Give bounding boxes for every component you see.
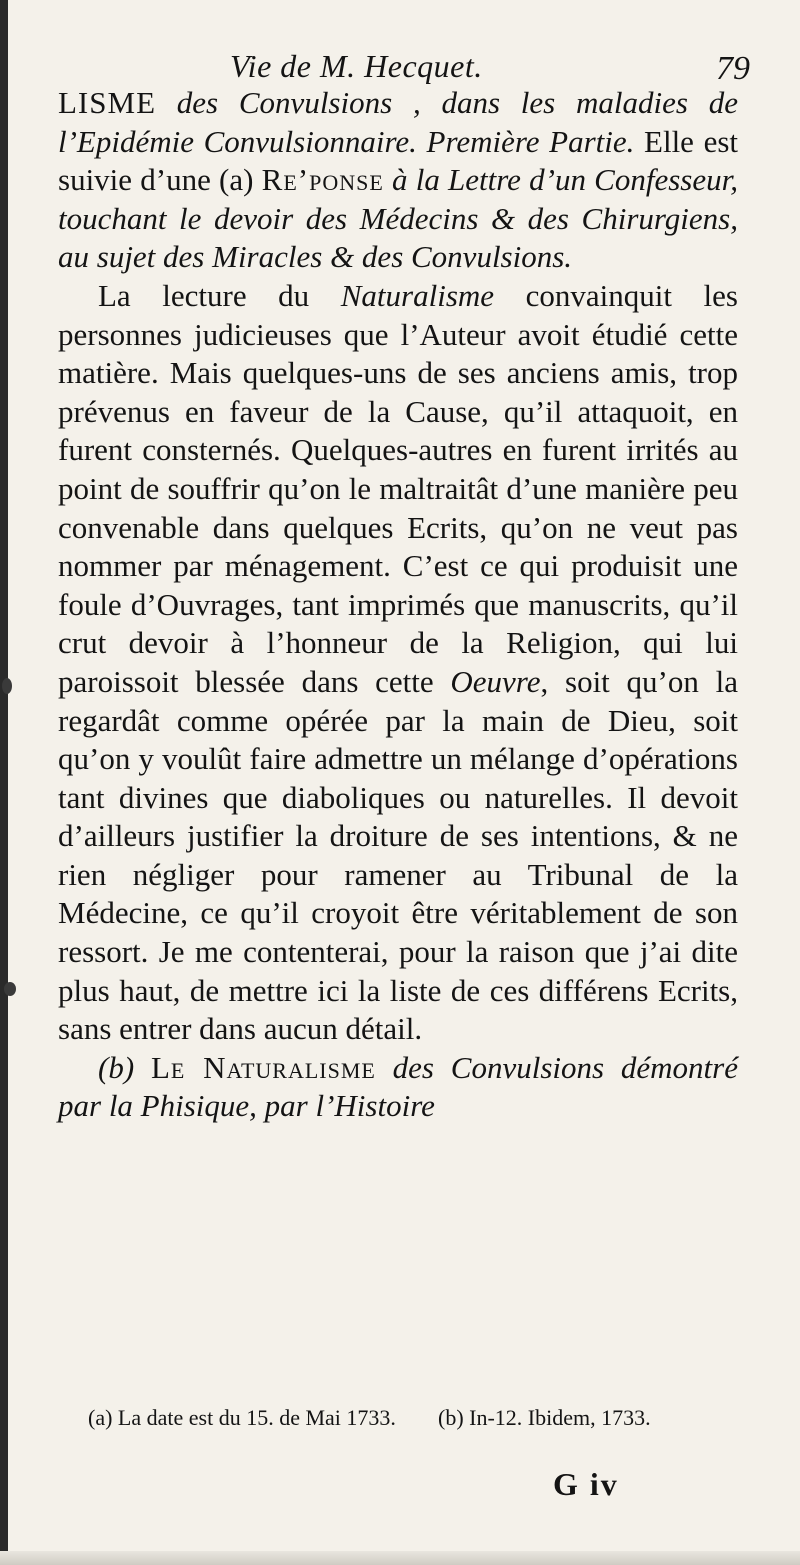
text-run: La lecture du <box>98 277 341 313</box>
scan-bottom-edge <box>0 1551 800 1565</box>
text-run: Re’ponse <box>261 162 384 198</box>
footnotes <box>60 1404 750 1464</box>
text-run: des Convulsions démontré par la Phisique, par l’Histoire <box>58 1049 738 1124</box>
footnote-a: (a) La date est du 15. de Mai 1733. <box>88 1405 396 1430</box>
text-run: LISME <box>58 85 156 120</box>
text-run: convainquit les personnes judicieuses que l’Auteur avoit étudié cette matière. Mais quelques-uns de ses anciens amis, trop prévenus en faveur de la Cause, qu’il attaquoit, en furent consternés. Quelques-autres en furent irrités au point de souffrir qu’on le maltraitât d’une manière peu convenable dans quelques Ecrits, qu’on ne veut pas nommer par ménagement. C’est ce qui produisit une foule d’Ouvrages, tant imprimés que manuscrits, qu’il crut devoir à l’honneur de la Religion, qui lui paroissoit blessée dans cette <box>58 277 738 699</box>
text-run: Oeuvre <box>450 663 541 699</box>
scan-edge-shadow <box>0 0 8 1565</box>
running-head: Vie de M. Hecquet. <box>230 48 483 84</box>
page-number: 79 <box>716 50 750 87</box>
text-run: (b) <box>98 1049 151 1085</box>
text-run: Le Naturalisme <box>150 1049 376 1085</box>
paragraph-list-entry <box>58 1049 738 1126</box>
body-text <box>58 84 738 1126</box>
paragraph-naturalisme <box>58 277 738 1049</box>
paragraph-continuation <box>58 84 738 277</box>
signature-mark: G iv <box>553 1466 619 1502</box>
scan-speck <box>4 982 16 996</box>
scan-speck <box>2 678 12 694</box>
footnote-b: (b) In-12. Ibidem, 1733. <box>438 1405 651 1430</box>
text-run: Naturalisme <box>340 277 495 313</box>
text-run: Elle est suivie d’une (a) <box>58 123 739 198</box>
text-run: à la Lettre d’un Confesseur, touchant le devoir des Médecins & des Chirurgiens, au sujet des Miracles & des Convulsions. <box>58 162 738 275</box>
text-run: des Convulsions , dans les maladies de l’Epidémie Convulsionnaire. Première Partie. <box>58 85 738 159</box>
text-run: , soit qu’on la regardât comme opérée par la main de Dieu, soit qu’on y voulût faire admettre un mélange d’opérations tant divines que diaboliques ou naturelles. Il devoit d’ailleurs justifier la droiture de ses intentions, & ne rien négliger pour ramener au Tribunal de la Médecine, ce qu’il croyoit être véritablement de son ressort. Je me contenterai, pour la raison que j’ai dite plus haut, de mettre ici la liste de ces différens Ecrits, sans entrer dans aucun détail. <box>58 663 738 1047</box>
